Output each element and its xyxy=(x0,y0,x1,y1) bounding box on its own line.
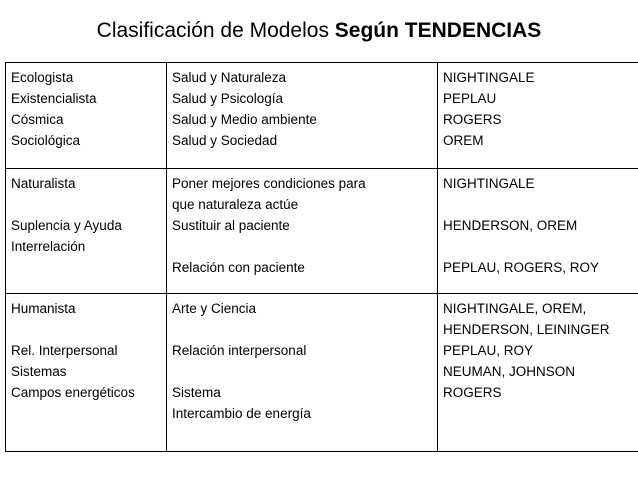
authors-cell: NIGHTINGALE PEPLAU ROGERS OREM xyxy=(438,63,638,169)
concept-cell: Poner mejores condiciones para que naturaleza actúe Sustituir al paciente Relación con paciente xyxy=(167,169,438,294)
tendency-cell: Humanista Rel. Interpersonal Sistemas Campos energéticos xyxy=(6,294,167,452)
title-normal: Clasificación de Modelos xyxy=(96,19,335,42)
authors-cell: NIGHTINGALE HENDERSON, OREM PEPLAU, ROGERS, ROY xyxy=(438,169,638,294)
table-row xyxy=(6,294,638,452)
concept-cell: Arte y Ciencia Relación interpersonal Sistema Intercambio de energía xyxy=(167,294,438,452)
title-bold: Según TENDENCIAS xyxy=(334,19,542,42)
page-title xyxy=(0,18,638,44)
table-row xyxy=(6,169,638,294)
table-row xyxy=(6,63,638,169)
tendency-cell: Naturalista Suplencia y Ayuda Interrelación xyxy=(6,169,167,294)
authors-cell: NIGHTINGALE, OREM, HENDERSON, LEININGER PEPLAU, ROY NEUMAN, JOHNSON ROGERS xyxy=(438,294,638,452)
concept-cell: Salud y Naturaleza Salud y Psicología Salud y Medio ambiente Salud y Sociedad xyxy=(167,63,438,169)
classification-table xyxy=(5,62,638,452)
tendency-cell: Ecologista Existencialista Cósmica Sociológica xyxy=(6,63,167,169)
